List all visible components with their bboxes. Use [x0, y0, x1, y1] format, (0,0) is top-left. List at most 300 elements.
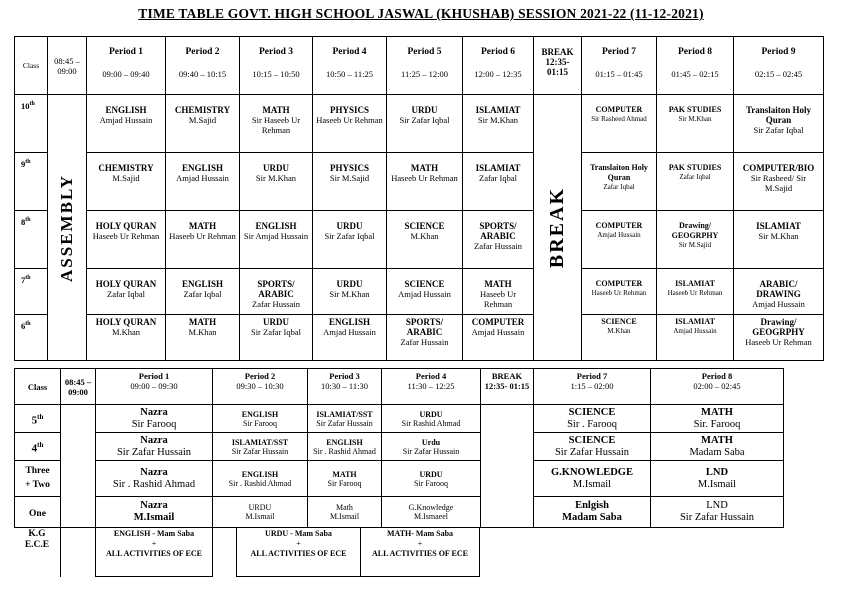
- teacher: Sir Rasheed Ahmad: [591, 115, 647, 123]
- subject: ISLAMIAT: [756, 221, 801, 231]
- teacher: Madam Saba: [562, 512, 622, 523]
- teacher: M.Ismail: [572, 478, 612, 490]
- teacher: Zafar Iqbal: [479, 173, 517, 183]
- teacher: Sir Rasheed/ Sir M.Sajid: [750, 173, 807, 193]
- period-time: 09:40 – 10:15: [178, 69, 227, 79]
- teacher: Sir . Rashid Ahmad: [112, 478, 196, 490]
- subject: ISLAMIAT: [475, 105, 521, 115]
- teacher: Sir M.Khan: [477, 115, 519, 125]
- teacher: Sir Rashid Ahmad: [401, 418, 461, 428]
- teacher: Sir Zafar Iqbal: [324, 231, 375, 241]
- timetable-cell: [307, 404, 382, 433]
- subject: SPORTS/ ARABIC: [479, 221, 517, 241]
- timetable-cell: [86, 314, 166, 361]
- timetable-cell: [95, 460, 213, 497]
- class-label-text: [32, 412, 44, 426]
- subject: COMPUTER: [595, 279, 643, 288]
- break-header: [533, 36, 582, 95]
- period-name: Period 8: [677, 47, 713, 57]
- timetable-cell: [165, 152, 240, 211]
- subject: URDU: [411, 105, 438, 115]
- teacher: Sir Zafar Hussain: [231, 446, 289, 456]
- timetable-cell: [656, 314, 734, 361]
- class-label: [14, 432, 61, 461]
- timetable-cell: [165, 314, 240, 361]
- subject: Nazra: [140, 434, 168, 446]
- timetable-cell: [95, 496, 213, 528]
- subject: Drawing/ GEOGRPHY: [752, 317, 805, 337]
- period-name: Period 3: [329, 371, 360, 381]
- assembly-column: [60, 404, 96, 528]
- timetable-cell: [656, 268, 734, 315]
- timetable-cell: [239, 94, 313, 153]
- period-header: [212, 368, 308, 405]
- class-number: 7: [21, 275, 26, 285]
- period-header: [733, 36, 824, 95]
- timetable-cell: [386, 94, 463, 153]
- subject: URDU: [419, 469, 443, 479]
- timetable-cell: [312, 314, 387, 361]
- timetable-cell: [386, 268, 463, 315]
- class-label: [14, 210, 48, 269]
- teacher: Haseeb Ur Rehman: [169, 231, 236, 241]
- class-number: 6: [21, 321, 26, 331]
- period-time: 09:00 – 09:30: [130, 381, 178, 391]
- class-label-text: [21, 217, 31, 227]
- timetable-cell: [533, 496, 651, 528]
- timetable-cell: [462, 314, 534, 361]
- class-header-label: Class: [27, 381, 48, 392]
- teacher: M.Sajid: [188, 115, 217, 125]
- teacher: M.Khan: [188, 327, 217, 337]
- teacher: Madam Saba: [689, 446, 745, 458]
- class-number: 10: [21, 101, 30, 111]
- period-header: [386, 36, 463, 95]
- timetable-cell: [239, 152, 313, 211]
- teacher: Sir Zafar Iqbal: [399, 115, 450, 125]
- teacher: Sir Zafar Hussain: [402, 446, 460, 456]
- subject: PAK STUDIES: [668, 105, 722, 114]
- class-number: Three + Two: [25, 466, 50, 491]
- timetable-cell: [212, 496, 308, 528]
- class-number: One: [29, 509, 46, 520]
- timetable-cell: [733, 152, 824, 211]
- class-label-text: [29, 505, 46, 519]
- period-time: 09:30 – 10:30: [236, 381, 284, 391]
- teacher: M.Sajid: [112, 173, 140, 183]
- teacher: Haseeb Ur Rehman: [667, 289, 723, 297]
- class-label-text: [21, 275, 31, 285]
- kg-line1: URDU - Mam Saba: [265, 529, 332, 538]
- teacher: Haseeb Ur Rehman: [591, 289, 647, 297]
- teacher: Amjad Hussain: [673, 327, 717, 335]
- kg-line2: +: [296, 539, 301, 548]
- subject: ISLAMIAT: [675, 317, 715, 326]
- break-header: [480, 368, 534, 405]
- subject: CHEMISTRY: [174, 105, 231, 115]
- period-time: 02:00 – 02:45: [693, 381, 741, 391]
- teacher: Amjad Hussain: [471, 327, 525, 337]
- teacher: Sir Haseeb Ur Rehman: [251, 115, 301, 135]
- teacher: Sir Zafar Hussain: [116, 446, 192, 458]
- subject: URDU: [263, 317, 289, 327]
- class-label: [14, 527, 61, 577]
- subject: ENGLISH: [105, 105, 147, 115]
- class-label-text: [21, 321, 31, 331]
- subject: PAK STUDIES: [668, 163, 722, 172]
- timetable-cell: [581, 210, 657, 269]
- break-column: [533, 94, 582, 361]
- teacher: M.Ismail: [329, 512, 360, 521]
- teacher: Sir M.Sajid: [678, 241, 712, 249]
- timetable-cell: [533, 404, 651, 433]
- teacher: M.Ismail: [245, 512, 275, 521]
- timetable-cell: [656, 210, 734, 269]
- subject: MATH: [188, 317, 217, 327]
- timetable-cell: [239, 268, 313, 315]
- subject: MATH: [332, 469, 357, 479]
- timetable-cell: [212, 460, 308, 497]
- teacher: Sir . Rashid Ahmad: [313, 446, 376, 456]
- period-time: 01:45 – 02:15: [671, 69, 719, 79]
- teacher: Sir Zafar Hussain: [554, 446, 630, 458]
- period-name: Period 5: [407, 47, 442, 57]
- subject: URDU: [336, 221, 363, 231]
- assembly-time-header: [60, 368, 96, 405]
- teacher: M.Ismaeel: [414, 512, 448, 521]
- teacher: Sir M.Khan: [678, 115, 712, 123]
- class-label-text: [21, 101, 35, 111]
- subject: ISLAMIAT: [675, 279, 715, 288]
- kg-line2: +: [151, 539, 157, 548]
- period-header: [656, 36, 734, 95]
- period-time: 10:30 – 11:30: [321, 381, 368, 391]
- subject: SCIENCE: [568, 406, 616, 418]
- period-name: Period 4: [415, 371, 447, 381]
- period-time: 11:25 – 12:00: [401, 69, 448, 79]
- subject: Math: [336, 503, 353, 512]
- teacher: M.Khan: [111, 327, 141, 337]
- class-suffix: th: [29, 101, 35, 108]
- period-header: [533, 368, 651, 405]
- subject: MATH: [484, 279, 512, 289]
- subject: ISLAMIAT/SST: [231, 437, 289, 447]
- class-label-text: [32, 440, 44, 454]
- subject: LND: [706, 500, 728, 511]
- teacher: Amjad Hussain: [752, 299, 805, 309]
- timetable-cell: [733, 94, 824, 153]
- class-label-text: [21, 159, 31, 169]
- timetable-cell: [462, 152, 534, 211]
- subject: Translaiton Holy Quran: [590, 163, 648, 182]
- timetable-cell: [381, 404, 481, 433]
- class-number: 9: [21, 159, 26, 169]
- subject: ENGLISH: [241, 469, 279, 479]
- period-header: [381, 368, 481, 405]
- assembly-time: 08:45 – 09:00: [54, 55, 80, 76]
- timetable-cell: [165, 210, 240, 269]
- subject: MATH: [701, 434, 733, 446]
- timetable-cell: [307, 460, 382, 497]
- teacher: Zafar Hussain: [252, 299, 300, 309]
- period-time: 01:15 – 01:45: [595, 69, 643, 79]
- timetable-cell: [86, 210, 166, 269]
- timetable-cell: [381, 496, 481, 528]
- subject: HOLY QURAN: [95, 221, 157, 231]
- timetable-cell: [381, 460, 481, 497]
- teacher: Amjad Hussain: [323, 327, 376, 337]
- timetable-cell: [212, 432, 308, 461]
- subject: SCIENCE: [601, 317, 637, 326]
- teacher: Sir Farooq: [327, 478, 362, 488]
- timetable-cell: [165, 94, 240, 153]
- subject: SCIENCE: [404, 221, 445, 231]
- subject: MATH: [701, 406, 733, 418]
- subject: G.KNOWLEDGE: [551, 466, 633, 478]
- teacher: Haseeb Ur Rehman: [391, 173, 458, 183]
- subject: SCIENCE: [568, 434, 616, 446]
- timetable-cell: [462, 268, 534, 315]
- class-suffix: th: [25, 321, 31, 328]
- assembly-time: 08:45 – 09:00: [64, 376, 92, 397]
- class-label: [14, 404, 61, 433]
- teacher: Haseeb Ur Rehman: [92, 231, 160, 241]
- subject: MATH: [188, 221, 217, 231]
- teacher: Amjad Hussain: [597, 231, 641, 239]
- period-header: [462, 36, 534, 95]
- kg-line3: ALL ACTIVITIES OF ECE: [372, 549, 468, 558]
- timetable-cell: [581, 314, 657, 361]
- subject: SPORTS/ ARABIC: [257, 279, 295, 299]
- class-number: 4: [31, 442, 38, 455]
- kg-cell: [236, 527, 361, 577]
- subject: ISLAMIAT/SST: [316, 409, 373, 419]
- teacher: Sir M.Khan: [255, 173, 297, 183]
- subject: HOLY QURAN: [95, 279, 157, 289]
- timetable-cell: [650, 460, 784, 497]
- timetable-cell: [165, 268, 240, 315]
- break-column: [480, 404, 534, 528]
- class-header-label: Class: [22, 61, 40, 70]
- class-number: 5: [31, 414, 38, 427]
- kg-cell: [95, 527, 213, 577]
- teacher: Sir Zafar Iqbal: [250, 327, 302, 337]
- class-label: [14, 94, 48, 153]
- timetable-cell: [86, 268, 166, 315]
- subject: CHEMISTRY: [98, 163, 154, 173]
- subject: COMPUTER: [471, 317, 525, 327]
- period-name: Period 1: [138, 371, 170, 381]
- kg-cell: [360, 527, 480, 577]
- subject: ISLAMIAT: [475, 163, 521, 173]
- teacher: Zafar Hussain: [474, 241, 522, 251]
- class-suffix: th: [25, 217, 31, 224]
- class-label: [14, 460, 61, 497]
- subject: URDU: [248, 503, 272, 512]
- class-header: [14, 36, 48, 95]
- teacher: Sir M.Khan: [758, 231, 799, 241]
- period-name: Period 9: [761, 47, 796, 57]
- timetable-cell: [381, 432, 481, 461]
- period-name: Period 7: [576, 371, 608, 381]
- kg-line1: MATH- Mam Saba: [386, 529, 454, 538]
- teacher: Haseeb Ur Rehman: [479, 289, 517, 309]
- page-title: TIME TABLE GOVT. HIGH SCHOOL JASWAL (KHUSHAB) SESSION 2021-22 (11-12-2021): [138, 6, 704, 21]
- timetable-cell: [307, 496, 382, 528]
- teacher: Sir Amjad Hussain: [243, 231, 309, 241]
- assembly-label: ASSEMBLY: [57, 173, 76, 282]
- timetable-cell: [95, 404, 213, 433]
- period-header: [239, 36, 313, 95]
- timetable-cell: [239, 210, 313, 269]
- break-header-label: BREAK 12:35-01:15: [541, 47, 574, 77]
- subject: PHYSICS: [329, 105, 369, 115]
- timetable-cell: [386, 314, 463, 361]
- teacher: Sir Zafar Hussain: [679, 512, 755, 523]
- subject: G.Knowledge: [408, 503, 454, 512]
- teacher: Zafar Hussain: [400, 337, 449, 347]
- class-label: [14, 152, 48, 211]
- period-name: Period 1: [108, 47, 144, 57]
- timetable-cell: [733, 268, 824, 315]
- subject: COMPUTER: [595, 105, 643, 114]
- timetable-cell: [581, 268, 657, 315]
- period-name: Period 3: [258, 47, 294, 57]
- timetable-cell: [386, 210, 463, 269]
- teacher: Haseeb Ur Rehman: [745, 337, 812, 347]
- period-time: 02:15 – 02:45: [754, 69, 803, 79]
- period-name: Period 2: [185, 47, 220, 57]
- subject: Nazra: [140, 406, 168, 418]
- period-time: 11:30 – 12:25: [407, 381, 455, 391]
- teacher: Haseeb Ur Rehman: [316, 115, 383, 125]
- subject: ENGLISH: [181, 279, 223, 289]
- teacher: Sir . Farooq: [567, 418, 617, 430]
- timetable-cell: [86, 152, 166, 211]
- subject: LND: [705, 466, 729, 478]
- class-label-text: [24, 466, 52, 490]
- teacher: Zafar Iqbal: [679, 173, 711, 181]
- kg-line1: ENGLISH - Mam Saba: [113, 529, 195, 538]
- period-header: [581, 36, 657, 95]
- timetable-cell: [239, 314, 313, 361]
- timetable-cell: [533, 460, 651, 497]
- subject: COMPUTER: [595, 221, 643, 230]
- break-header-label: BREAK 12:35- 01:15: [484, 371, 530, 391]
- timetable-cell: [650, 432, 784, 461]
- timetable-cell: [533, 432, 651, 461]
- timetable-cell: [86, 94, 166, 153]
- timetable-cell: [650, 404, 784, 433]
- period-header: [307, 368, 382, 405]
- timetable-cell: [733, 314, 824, 361]
- class-header: [14, 368, 61, 405]
- subject: Nazra: [140, 466, 168, 478]
- subject: ARABIC/ DRAWING: [756, 279, 801, 299]
- subject: Urdu: [421, 437, 441, 447]
- subject: Translaiton Holy Quran: [745, 105, 812, 125]
- teacher: Sir . Rashid Ahmad: [228, 478, 292, 488]
- period-time: 10:15 – 10:50: [252, 69, 300, 79]
- teacher: Sir M.Sajid: [329, 173, 370, 183]
- class-label: [14, 496, 61, 528]
- subject: URDU: [336, 279, 363, 289]
- teacher: Zafar Iqbal: [107, 289, 145, 299]
- timetable-cell: [581, 94, 657, 153]
- subject: ENGLISH: [241, 409, 279, 419]
- class-suffix: th: [25, 275, 31, 282]
- timetable-cell: [462, 94, 534, 153]
- break-label: BREAK: [546, 186, 568, 269]
- subject: URDU: [263, 163, 289, 173]
- timetable-cell: [733, 210, 824, 269]
- subject: Nazra: [140, 500, 168, 511]
- period-header: [650, 368, 784, 405]
- teacher: Sir Farooq: [131, 418, 177, 430]
- period-time: 1:15 – 02:00: [570, 381, 614, 391]
- period-header: [312, 36, 387, 95]
- teacher: Amjad Hussain: [398, 289, 451, 299]
- kg-line3: ALL ACTIVITIES OF ECE: [250, 549, 347, 558]
- teacher: Sir M.Khan: [329, 289, 370, 299]
- subject: Drawing/ GEOGRPHY: [671, 221, 719, 240]
- timetable-cell: [312, 268, 387, 315]
- period-header: [86, 36, 166, 95]
- timetable-cell: [462, 210, 534, 269]
- timetable-cell: [656, 94, 734, 153]
- subject: Enlgish: [575, 500, 609, 511]
- teacher: Amjad Hussain: [99, 115, 153, 125]
- timetable-cell: [95, 432, 213, 461]
- period-name: Period 7: [601, 47, 637, 57]
- class-label: [14, 314, 48, 361]
- period-header: [95, 368, 213, 405]
- teacher: M.Khan: [410, 231, 439, 241]
- period-header: [165, 36, 240, 95]
- timetable-cell: [312, 210, 387, 269]
- timetable-cell: [650, 496, 784, 528]
- teacher: Zafar Iqbal: [183, 289, 222, 299]
- subject: COMPUTER/BIO: [742, 163, 815, 173]
- timetable-cell: [307, 432, 382, 461]
- teacher: Zafar Iqbal: [603, 183, 635, 191]
- assembly-time-header: [47, 36, 87, 95]
- teacher: M.Ismail: [133, 512, 175, 523]
- kg-label: K.G E.C.E: [24, 529, 50, 550]
- timetable-cell: [581, 152, 657, 211]
- timetable-cell: [212, 404, 308, 433]
- period-name: Period 2: [244, 371, 276, 381]
- subject: MATH: [410, 163, 439, 173]
- subject: SCIENCE: [404, 279, 445, 289]
- teacher: Sir Zafar Iqbal: [753, 125, 804, 135]
- class-suffix: th: [37, 412, 44, 421]
- period-name: Period 6: [480, 47, 516, 57]
- subject: ENGLISH: [328, 317, 370, 327]
- teacher: M.Khan: [607, 327, 631, 335]
- class-label: [14, 268, 48, 315]
- period-name: Period 8: [701, 371, 733, 381]
- period-time: 10:50 – 11:25: [326, 69, 373, 79]
- subject: HOLY QURAN: [95, 317, 157, 327]
- assembly-column: [47, 94, 87, 361]
- teacher: Sir Farooq: [243, 418, 277, 428]
- class-suffix: th: [37, 440, 44, 449]
- class-suffix: th: [25, 159, 31, 166]
- class-number: 8: [21, 217, 26, 227]
- subject: URDU: [419, 409, 443, 419]
- teacher: Sir Zafar Hussain: [316, 418, 373, 428]
